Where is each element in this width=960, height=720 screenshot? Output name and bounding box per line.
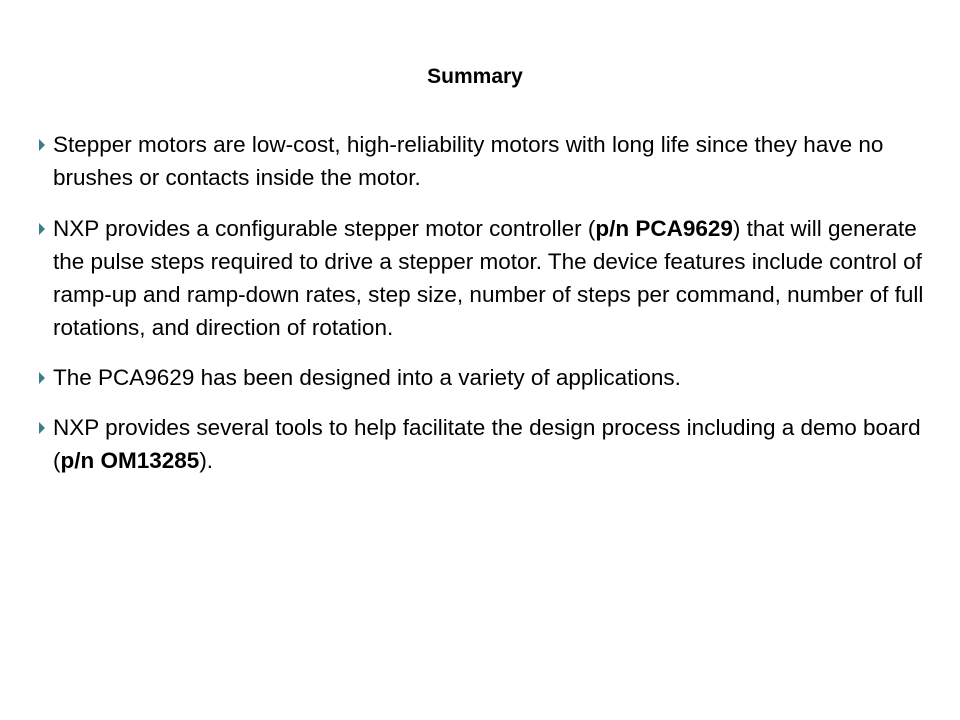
bullet-text-pre: NXP provides a configurable stepper motor controller ( xyxy=(53,216,596,241)
bullet-item xyxy=(38,411,928,477)
triangle-right-icon xyxy=(39,223,45,235)
bullet-text-post: ). xyxy=(199,448,214,473)
bullet-text-pre: NXP provides several tools to help facilitate the design process including a demo board ( xyxy=(53,415,921,473)
bullet-list xyxy=(38,128,928,495)
triangle-right-icon xyxy=(39,422,45,434)
part-number: p/n OM13285 xyxy=(60,448,200,473)
bullet-text: Stepper motors are low-cost, high-reliability motors with long life since they have no brushes or contacts inside the motor. xyxy=(53,132,884,190)
slide-title: Summary xyxy=(427,65,523,88)
bullet-item xyxy=(38,128,928,194)
bullet-item xyxy=(38,212,928,344)
bullet-text: The PCA9629 has been designed into a variety of applications. xyxy=(53,365,681,390)
bullet-text-post: ) that will generate the pulse steps required to drive a stepper motor. The device features include control of ramp-up and ramp-down rates, step size, number of steps per command, number of full rotations, and direction of rotation. xyxy=(53,216,924,340)
part-number: p/n PCA9629 xyxy=(595,216,733,241)
triangle-right-icon xyxy=(39,139,45,151)
bullet-item xyxy=(38,361,928,394)
triangle-right-icon xyxy=(39,372,45,384)
